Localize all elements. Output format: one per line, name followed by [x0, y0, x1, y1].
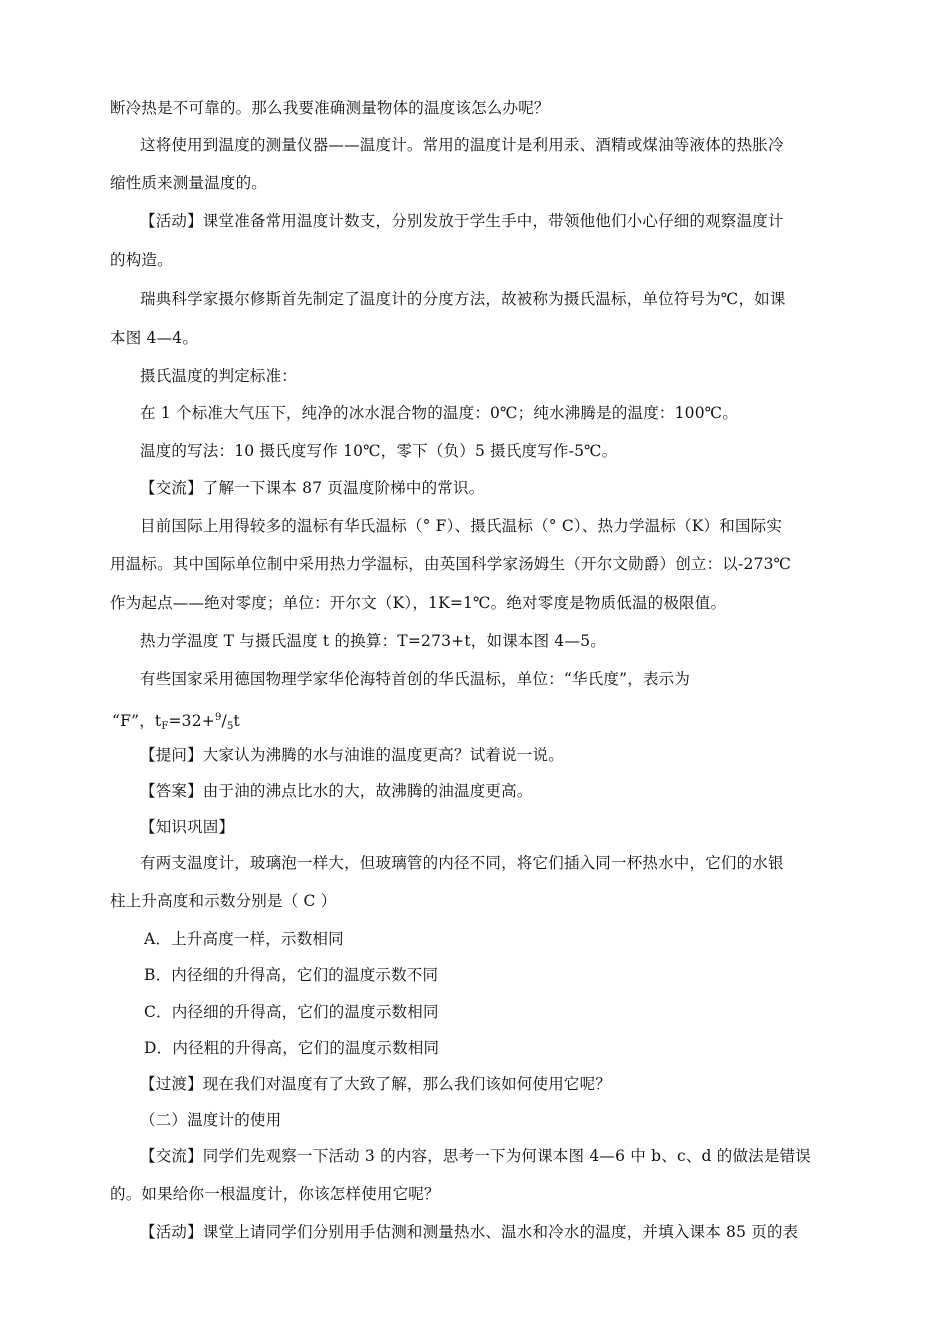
text-line: 目前国际上用得较多的温标有华氏温标（° F）、摄氏温标（° C）、热力学温标（K）和国际实	[140, 517, 783, 535]
text-line: 【交流】同学们先观察一下活动 3 的内容，思考一下为何课本图 4—6 中 b、c、d 的做法是错误	[140, 1147, 811, 1165]
text-line: 缩性质来测量温度的。	[110, 174, 268, 192]
answer-option-b: B．内径细的升得高，它们的温度示数不同	[144, 966, 439, 984]
fahrenheit-formula	[112, 708, 852, 737]
text-line: 热力学温度 T 与摄氏温度 t 的换算：T=273+t，如课本图 4—5。	[140, 632, 606, 650]
formula-subscript: F	[161, 721, 169, 732]
text-line: 用温标。其中国际单位制中采用热力学温标，由英国科学家汤姆生（开尔文勋爵）创立：以-273℃	[110, 555, 792, 573]
formula-mid: =32+	[168, 712, 215, 730]
text-line: 瑞典科学家摄尔修斯首先制定了温度计的分度方法，故被称为摄氏温标，单位符号为℃，如课	[140, 290, 786, 308]
formula-lead: “F”，t	[112, 712, 162, 730]
text-line: 有两支温度计，玻璃泡一样大，但玻璃管的内径不同，将它们插入同一杯热水中，它们的水银	[140, 854, 784, 872]
answer-option-c: C．内径细的升得高，它们的温度示数相同	[144, 1003, 439, 1021]
text-line: 【答案】由于油的沸点比水的大，故沸腾的油温度更高。	[140, 782, 533, 800]
text-line: 【知识巩固】	[140, 818, 235, 836]
text-line: 有些国家采用德国物理学家华伦海特首创的华氏温标，单位：“华氏度”，表示为	[140, 670, 691, 688]
text-line: 【活动】课堂准备常用温度计数支，分别发放于学生手中，带领他他们小心仔细的观察温度计	[140, 212, 784, 230]
text-line: 这将使用到温度的测量仪器——温度计。常用的温度计是利用汞、酒精或煤油等液体的热胀冷	[140, 136, 784, 154]
formula-superscript: 9	[214, 712, 222, 723]
text-line: 的。如果给你一根温度计，你该怎样使用它呢？	[110, 1185, 440, 1203]
section-heading: （二）温度计的使用	[140, 1111, 282, 1129]
formula-end: t	[233, 712, 240, 730]
text-line: 【活动】课堂上请同学们分别用手估测和测量热水、温水和冷水的温度，并填入课本 85 页的表	[140, 1223, 799, 1241]
text-line: 摄氏温度的判定标准：	[140, 367, 298, 385]
text-line: 本图 4—4。	[110, 329, 199, 347]
text-line: 温度的写法：10 摄氏度写作 10℃，零下（负）5 摄氏度写作-5℃。	[140, 442, 618, 460]
text-line: 【交流】了解一下课本 87 页温度阶梯中的常识。	[140, 479, 485, 497]
answer-option-a: A．上升高度一样，示数相同	[144, 930, 344, 948]
text-line: 【提问】大家认为沸腾的水与油谁的温度更高？试着说一说。	[140, 746, 564, 764]
text-line: 柱上升高度和示数分别是（ C ）	[110, 892, 337, 910]
formula-subscript-denominator: 5	[226, 721, 234, 732]
answer-option-d: D．内径粗的升得高，它们的温度示数相同	[144, 1039, 440, 1057]
formula-slash: /	[221, 712, 227, 730]
text-line: 作为起点——绝对零度；单位：开尔文（K），1K=1℃。绝对零度是物质低温的极限值。	[110, 594, 727, 612]
text-line: 断冷热是不可靠的。那么我要准确测量物体的温度该怎么办呢？	[110, 99, 550, 117]
text-line: 【过渡】现在我们对温度有了大致了解，那么我们该如何使用它呢？	[140, 1075, 612, 1093]
text-line: 的构造。	[110, 251, 173, 269]
text-line: 在 1 个标准大气压下，纯净的冰水混合物的温度：0℃；纯水沸腾是的温度：100℃。	[140, 404, 739, 422]
